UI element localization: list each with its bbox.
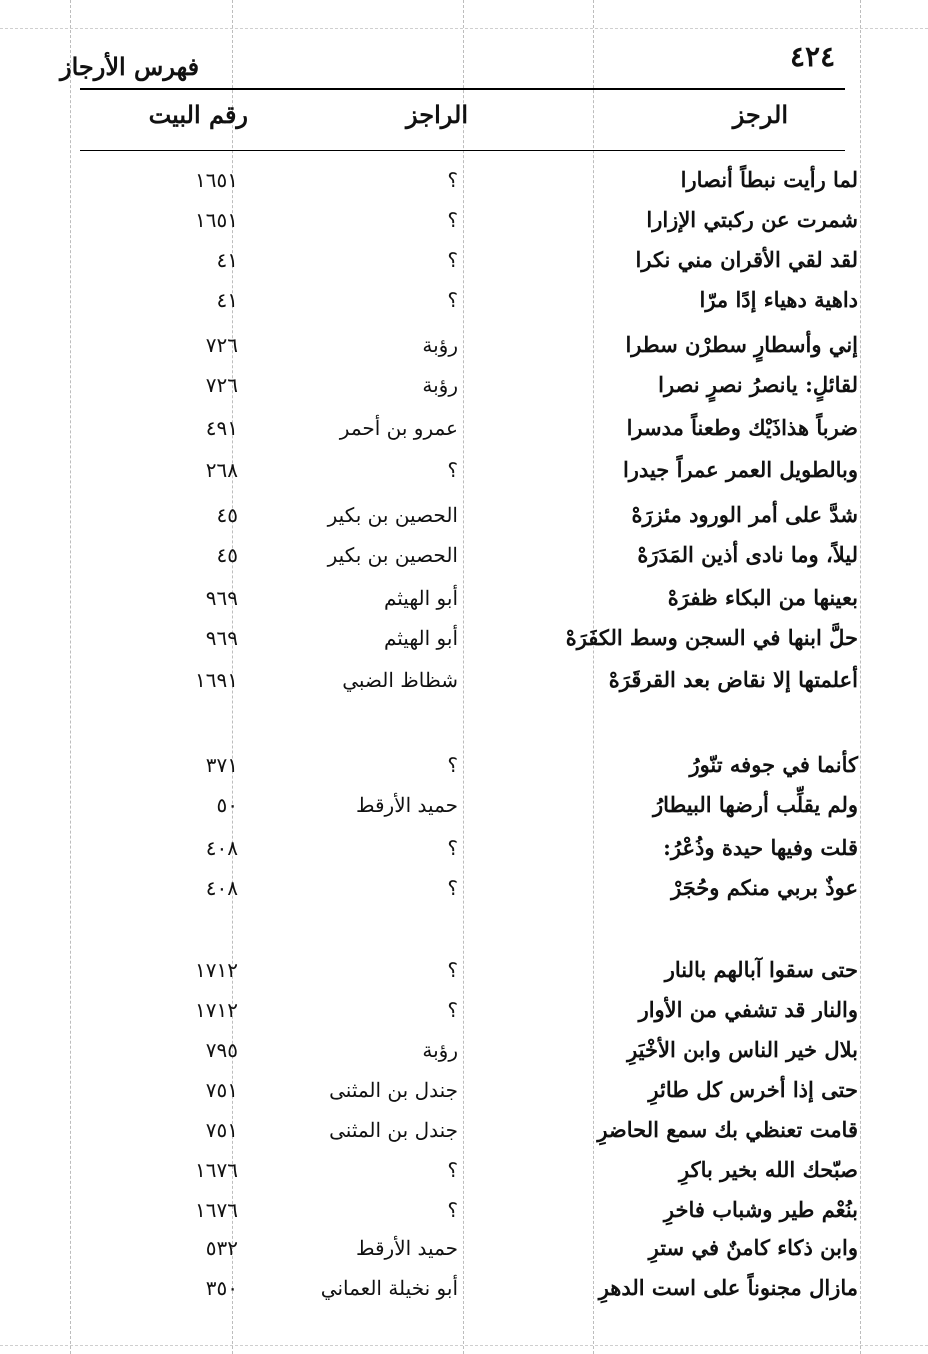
table-row	[0, 1228, 928, 1268]
bayt-number: ٧٩٥	[205, 1038, 238, 1062]
rajaz-verse: بنُعْم طير وشباب فاخرِ	[663, 1197, 858, 1222]
rajiz-name: رؤبة	[422, 1038, 458, 1062]
rajaz-verse: ضرباً هذاذَيْك وطعناً مدسرا	[626, 415, 858, 440]
rajaz-verse: لما رأيت نبطاً أنصارا	[680, 167, 858, 192]
rajaz-verse: لقائلٍ: يانصرُ نصرٍ نصرا	[658, 372, 858, 397]
rajiz-name: حميد الأرقط	[356, 793, 458, 817]
rajiz-name: ؟	[447, 753, 458, 777]
table-row	[0, 325, 928, 365]
rajiz-name: ؟	[447, 168, 458, 192]
rajiz-name: عمرو بن أحمر	[339, 416, 458, 440]
rajiz-name: ؟	[447, 208, 458, 232]
rajaz-verse: عوذٌ بربي منكم وحُجَرْ	[671, 875, 858, 900]
rajiz-name: ؟	[447, 876, 458, 900]
table-row	[0, 200, 928, 240]
rajaz-verse: كأنما في جوفه تنّورُ	[689, 752, 858, 777]
rajaz-verse: ولم يقلِّب أرضها البيطارُ	[652, 792, 858, 817]
bayt-number: ١٦٧٦	[195, 1158, 238, 1182]
rajiz-name: ؟	[447, 958, 458, 982]
rajaz-verse: بلال خير الناس وابن الأخْيَرِ	[627, 1037, 858, 1062]
rajiz-name: ؟	[447, 1198, 458, 1222]
rajiz-name: ؟	[447, 288, 458, 312]
rajiz-name: الحصين بن بكير	[327, 503, 458, 527]
table-row	[0, 160, 928, 200]
table-row	[0, 1070, 928, 1110]
table-row	[0, 1268, 928, 1308]
column-header-rule	[80, 150, 845, 151]
rajiz-name: أبو نخيلة العماني	[320, 1276, 458, 1300]
rajiz-name: ؟	[447, 836, 458, 860]
table-row	[0, 408, 928, 448]
bayt-number: ٤٩١	[205, 416, 238, 440]
rajiz-name: شظاظ الضبي	[342, 668, 458, 692]
bayt-number: ١٦٥١	[195, 208, 238, 232]
rajaz-verse: قلت وفيها حيدة وذُعْرُ:	[663, 835, 858, 860]
bayt-number: ١٦٥١	[195, 168, 238, 192]
table-row	[0, 950, 928, 990]
rajaz-verse: ليلاً، وما نادى أذين المَدَرَهْ	[637, 542, 858, 567]
rajaz-verse: أعلمتها إلا نقاض بعد القرقَرَهْ	[608, 667, 858, 692]
table-row	[0, 990, 928, 1030]
table-row	[0, 495, 928, 535]
table-row	[0, 1150, 928, 1190]
bayt-number: ٧٢٦	[205, 333, 238, 357]
rajaz-verse: حتى سقوا آبالهم بالنار	[664, 957, 858, 982]
rajaz-verse: داهية دهياء إدًا مرّا	[699, 287, 858, 312]
bayt-number: ١٧١٢	[195, 958, 238, 982]
rajaz-verse: لقد لقي الأقران مني نكرا	[635, 247, 858, 272]
rajiz-name: حميد الأرقط	[356, 1236, 458, 1260]
bayt-number: ٧٢٦	[205, 373, 238, 397]
table-row	[0, 1110, 928, 1150]
rajiz-name: ؟	[447, 248, 458, 272]
rajiz-name: الحصين بن بكير	[327, 543, 458, 567]
bayt-number: ٤١	[216, 248, 238, 272]
table-row	[0, 745, 928, 785]
guide-line	[0, 28, 928, 29]
rajiz-name: أبو الهيثم	[383, 626, 458, 650]
table-row	[0, 535, 928, 575]
table-row	[0, 578, 928, 618]
bayt-number: ١٦٩١	[195, 668, 238, 692]
rajaz-verse: وابن ذكاء كامنٌ في سترِ	[648, 1235, 858, 1260]
rajaz-verse: شدَّ على أمر الورود مئزرَهْ	[631, 502, 858, 527]
table-row	[0, 660, 928, 700]
bayt-number: ٣٧١	[205, 753, 238, 777]
rajaz-verse: صبّحك الله بخير باكرِ	[679, 1157, 858, 1182]
rajaz-verse: مازال مجنوناً على است الدهرِ	[598, 1275, 858, 1300]
table-row	[0, 365, 928, 405]
table-row	[0, 280, 928, 320]
rajiz-name: ؟	[447, 458, 458, 482]
bayt-number: ٢٦٨	[205, 458, 238, 482]
rajiz-name: رؤبة	[422, 373, 458, 397]
rajaz-verse: والنار قد تشفي من الأوار	[638, 997, 858, 1022]
table-row	[0, 240, 928, 280]
bayt-number: ٧٥١	[205, 1078, 238, 1102]
rajiz-name: ؟	[447, 998, 458, 1022]
rajiz-name: جندل بن المثنى	[329, 1118, 458, 1142]
bayt-number: ١٦٧٦	[195, 1198, 238, 1222]
rajiz-name: رؤبة	[422, 333, 458, 357]
bayt-number: ٩٦٩	[205, 586, 238, 610]
column-header-rajaz: الرجز	[732, 100, 788, 129]
rajiz-name: جندل بن المثنى	[329, 1078, 458, 1102]
table-row	[0, 868, 928, 908]
bayt-number: ٥٠	[216, 793, 238, 817]
bayt-number: ٧٥١	[205, 1118, 238, 1142]
bayt-number: ٤٥	[216, 503, 238, 527]
header-rule	[80, 88, 845, 90]
running-title: فهرس الأرجاز	[60, 52, 200, 81]
rajaz-verse: وبالطويل العمر عمراً جيدرا	[622, 457, 858, 482]
table-row	[0, 828, 928, 868]
rajaz-verse: شمرت عن ركبتي الإزارا	[646, 207, 858, 232]
table-row	[0, 1030, 928, 1070]
rajiz-name: أبو الهيثم	[383, 586, 458, 610]
table-row	[0, 785, 928, 825]
table-row	[0, 450, 928, 490]
bayt-number: ٤٠٨	[205, 876, 238, 900]
page-number: ٤٢٤	[790, 40, 836, 73]
table-row	[0, 1190, 928, 1230]
table-row	[0, 618, 928, 658]
bayt-number: ٤١	[216, 288, 238, 312]
column-header-bayt-number: رقم البيت	[148, 100, 248, 129]
bayt-number: ١٧١٢	[195, 998, 238, 1022]
rajaz-verse: بعينها من البكاء ظفرَهْ	[667, 585, 858, 610]
bayt-number: ٥٣٢	[205, 1236, 238, 1260]
rajaz-verse: حتى إذا أخرس كل طائرِ	[648, 1077, 858, 1102]
guide-line	[0, 1345, 928, 1346]
rajaz-verse: حلَّ ابنها في السجن وسط الكفَرَهْ	[565, 625, 858, 650]
bayt-number: ٩٦٩	[205, 626, 238, 650]
rajaz-verse: إني وأسطارٍ سطرْن سطرا	[625, 332, 858, 357]
rajiz-name: ؟	[447, 1158, 458, 1182]
column-header-rajiz: الراجز	[406, 100, 468, 129]
bayt-number: ٣٥٠	[205, 1276, 238, 1300]
rajaz-verse: قامت تعنظي بك سمع الحاضرِ	[597, 1117, 858, 1142]
bayt-number: ٤٠٨	[205, 836, 238, 860]
bayt-number: ٤٥	[216, 543, 238, 567]
